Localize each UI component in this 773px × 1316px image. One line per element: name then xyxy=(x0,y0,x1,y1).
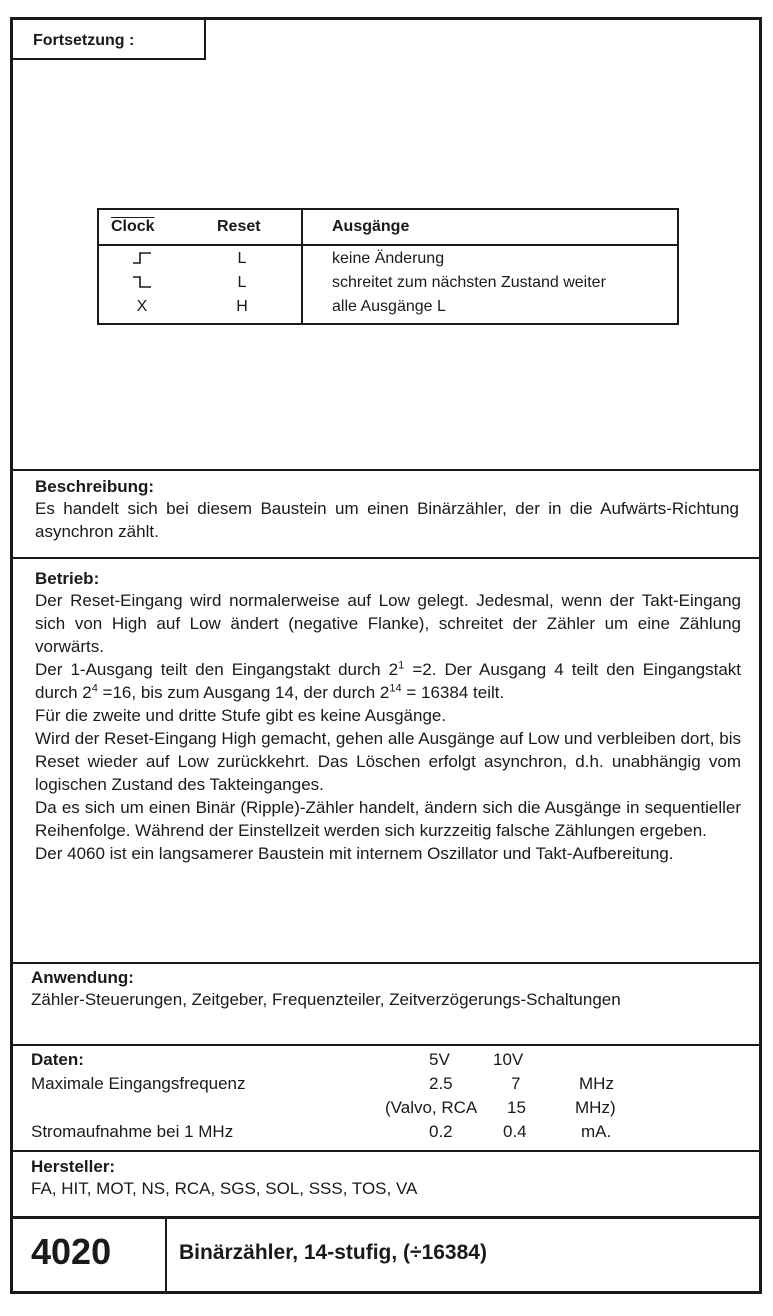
betrieb-p3: Für die zweite und dritte Stufe gibt es keine Ausgänge. xyxy=(35,706,447,725)
section-beschreibung xyxy=(13,469,759,557)
footer-divider xyxy=(165,1219,167,1291)
section-betrieb xyxy=(13,557,759,962)
rising-edge-icon xyxy=(127,250,157,271)
betrieb-title: Betrieb: xyxy=(35,569,100,588)
header-reset: Reset xyxy=(217,218,261,235)
header-outputs: Ausgänge xyxy=(332,218,410,235)
hersteller-title: Hersteller: xyxy=(31,1157,116,1176)
daten-value: 2.5 xyxy=(429,1074,453,1093)
reset-value: L xyxy=(237,250,247,267)
betrieb-p5: Da es sich um einen Binär (Ripple)-Zähler handelt, ändern sich die Ausgänge in sequentieller Reihenfolge. Während der Einstellzeit werden sich kurzzeitig falsche Zählungen ergeben. xyxy=(35,798,741,840)
output-value: alle Ausgänge L xyxy=(332,298,446,315)
daten-unit: MHz) xyxy=(575,1098,616,1117)
reset-value: L xyxy=(237,274,247,291)
truth-row xyxy=(99,250,677,274)
anwendung-title: Anwendung: xyxy=(31,968,134,987)
output-value: schreitet zum nächsten Zustand weiter xyxy=(332,274,606,291)
truth-row xyxy=(99,274,677,298)
falling-edge-icon xyxy=(127,274,157,295)
daten-unit: MHz xyxy=(579,1074,614,1093)
betrieb-p6: Der 4060 ist ein langsamerer Baustein mit internem Oszillator und Takt-Aufbereitung. xyxy=(35,844,674,863)
daten-title: Daten: xyxy=(31,1050,84,1069)
part-title: Binärzähler, 14-stufig, (÷16384) xyxy=(179,1241,487,1264)
anwendung-text: Zähler-Steuerungen, Zeitgeber, Frequenzteiler, Zeitverzögerungs-Schaltungen xyxy=(31,990,621,1009)
daten-col-10v: 10V xyxy=(493,1050,524,1069)
truth-table xyxy=(97,208,679,325)
beschreibung-text: Es handelt sich bei diesem Baustein um einen Binärzähler, der in die Aufwärts-Richtung asynchron zählt. xyxy=(35,499,739,541)
part-number: 4020 xyxy=(31,1231,112,1272)
reset-value: H xyxy=(236,298,248,315)
header-clock: Clock xyxy=(111,218,155,235)
betrieb-p4: Wird der Reset-Eingang High gemacht, gehen alle Ausgänge auf Low und verbleiben dort, bis Reset wieder auf Low zurückkehrt. Das Löschen erfolgt asynchron, d.h. unabhängig vom logischen Zustand des Takteinganges. xyxy=(35,729,741,794)
clock-value: X xyxy=(136,298,148,315)
continuation-label: Fortsetzung : xyxy=(13,20,206,60)
hersteller-text: FA, HIT, MOT, NS, RCA, SGS, SOL, SSS, TOS, VA xyxy=(31,1179,418,1198)
daten-value: 15 xyxy=(507,1098,526,1117)
section-anwendung xyxy=(13,962,759,1044)
daten-value: 7 xyxy=(511,1074,521,1093)
daten-value: (Valvo, RCA xyxy=(385,1098,478,1117)
betrieb-p1: Der Reset-Eingang wird normalerweise auf Low gelegt. Jedesmal, wenn der Takt-Eingang sich von High auf Low ändert (negative Flanke), schreitet der Zähler um eine Zählung vorwärts. xyxy=(35,591,741,656)
section-daten xyxy=(13,1044,759,1150)
daten-col-5v: 5V xyxy=(429,1050,450,1069)
beschreibung-title: Beschreibung: xyxy=(35,477,155,496)
truth-row xyxy=(99,298,677,322)
daten-label-frequency: Maximale Eingangsfrequenz xyxy=(31,1074,246,1093)
footer xyxy=(13,1216,759,1291)
daten-unit: mA. xyxy=(581,1122,612,1141)
daten-value: 0.2 xyxy=(429,1122,453,1141)
daten-value: 0.4 xyxy=(503,1122,527,1141)
section-hersteller xyxy=(13,1150,759,1222)
betrieb-p2: Der 1-Ausgang teilt den Eingangstakt durch $2^1 =2$. Der Ausgang 4 teilt den Eingangstakt durch $2^4 =16$, bis zum Ausgang 14, der durch $2^{14} = 16384$ teilt. xyxy=(35,659,742,702)
output-value: keine Änderung xyxy=(332,250,445,267)
datasheet-frame xyxy=(10,17,762,1294)
daten-label-current: Stromaufnahme bei 1 MHz xyxy=(31,1122,234,1141)
